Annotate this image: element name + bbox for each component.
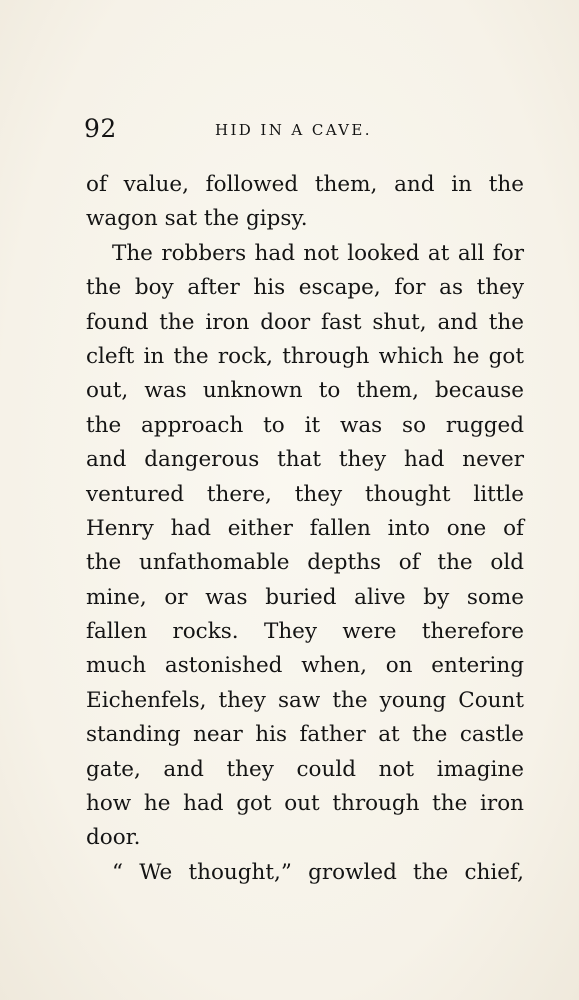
text-line: fallen rocks. They were therefore xyxy=(86,619,524,645)
text-line: Eichenfels, they saw the young Count xyxy=(86,687,524,713)
text-line: the boy after his escape, for as they xyxy=(86,275,524,301)
text-line: out, was unknown to them, because xyxy=(86,378,524,404)
text-line: door. xyxy=(86,825,141,851)
text-line: standing near his father at the castle xyxy=(86,722,524,748)
text-line: gate, and they could not imagine xyxy=(86,756,524,782)
text-line: ventured there, they thought little xyxy=(86,481,524,507)
text-line: the approach to it was so rugged xyxy=(86,412,524,438)
text-line: wagon sat the gipsy. xyxy=(86,206,308,232)
text-line: Henry had either fallen into one of xyxy=(86,515,524,541)
text-line: cleft in the rock, through which he got xyxy=(86,343,524,369)
running-title: HID IN A CAVE. xyxy=(215,121,372,139)
text-line: The robbers had not looked at all for xyxy=(112,240,524,266)
text-line: mine, or was buried alive by some xyxy=(86,584,524,610)
text-line: and dangerous that they had never xyxy=(86,447,524,473)
body-text xyxy=(86,168,524,890)
text-line: how he had got out through the iron xyxy=(86,791,524,817)
text-line: of value, followed them, and in the xyxy=(86,172,524,197)
text-line: much astonished when, on entering xyxy=(86,653,524,679)
page-number: 92 xyxy=(84,114,117,143)
text-line: the unfathomable depths of the old xyxy=(86,550,524,576)
text-line: “ We thought,” growled the chief, xyxy=(112,859,524,885)
page-header xyxy=(84,113,524,145)
text-line: found the iron door fast shut, and the xyxy=(86,309,524,335)
